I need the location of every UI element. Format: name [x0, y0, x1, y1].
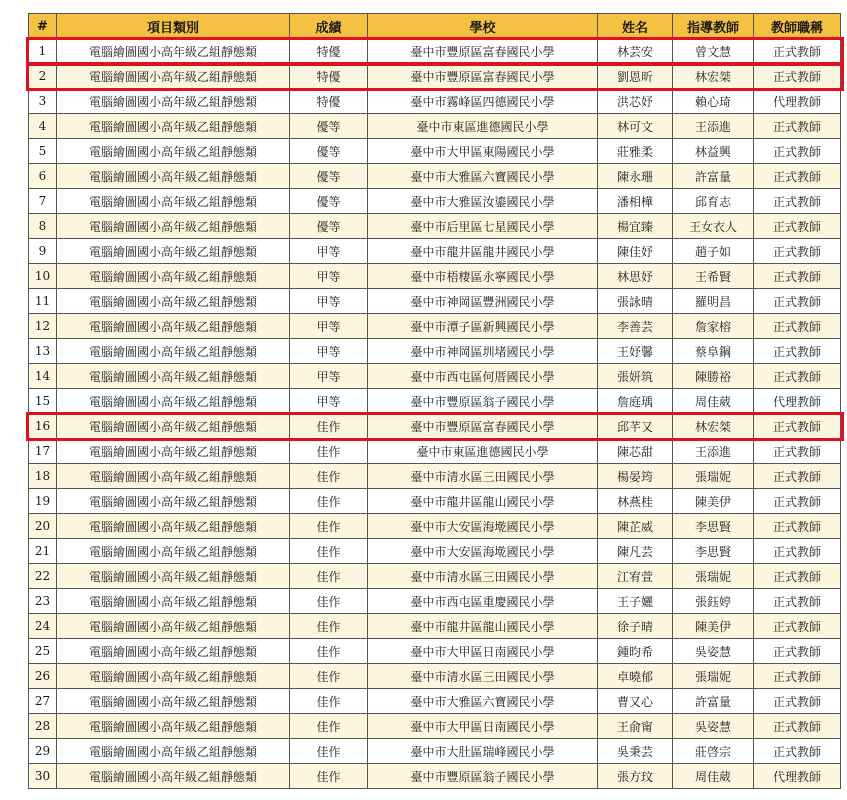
cell-teacher-title: 正式教師 [754, 439, 841, 464]
header-grade: 成績 [290, 14, 368, 39]
cell-grade: 佳作 [290, 489, 368, 514]
cell-index: 20 [29, 514, 57, 539]
cell-school: 臺中市東區進德國民小學 [368, 114, 598, 139]
cell-advisor: 周佳葳 [673, 764, 754, 789]
cell-advisor: 許富量 [673, 164, 754, 189]
cell-index: 4 [29, 114, 57, 139]
cell-category: 電腦繪圖國小高年級乙組靜態類 [57, 189, 290, 214]
cell-grade: 佳作 [290, 664, 368, 689]
cell-grade: 佳作 [290, 764, 368, 789]
cell-advisor: 林宏桀 [673, 64, 754, 89]
table-row [29, 164, 841, 189]
cell-teacher-title: 正式教師 [754, 514, 841, 539]
cell-teacher-title: 正式教師 [754, 639, 841, 664]
cell-school: 臺中市豐原區翁子國民小學 [368, 389, 598, 414]
cell-advisor: 邱育志 [673, 189, 754, 214]
cell-index: 27 [29, 689, 57, 714]
cell-grade: 佳作 [290, 589, 368, 614]
cell-teacher-title: 正式教師 [754, 364, 841, 389]
cell-grade: 佳作 [290, 689, 368, 714]
cell-school: 臺中市豐原區富春國民小學 [368, 414, 598, 439]
cell-advisor: 曾文慧 [673, 39, 754, 64]
table-row [29, 514, 841, 539]
cell-teacher-title: 正式教師 [754, 714, 841, 739]
cell-school: 臺中市潭子區新興國民小學 [368, 314, 598, 339]
cell-advisor: 周佳葳 [673, 389, 754, 414]
cell-school: 臺中市大甲區日南國民小學 [368, 639, 598, 664]
table-row [29, 39, 841, 64]
results-sheet [28, 13, 841, 789]
cell-index: 2 [29, 64, 57, 89]
table-row [29, 139, 841, 164]
cell-index: 26 [29, 664, 57, 689]
cell-category: 電腦繪圖國小高年級乙組靜態類 [57, 464, 290, 489]
cell-grade: 佳作 [290, 739, 368, 764]
cell-school: 臺中市大雅區汝鎏國民小學 [368, 189, 598, 214]
cell-advisor: 蔡阜鋼 [673, 339, 754, 364]
cell-advisor: 張瑞妮 [673, 464, 754, 489]
cell-index: 12 [29, 314, 57, 339]
cell-grade: 佳作 [290, 714, 368, 739]
table-row [29, 639, 841, 664]
cell-grade: 優等 [290, 114, 368, 139]
cell-school: 臺中市龍井區龍井國民小學 [368, 239, 598, 264]
table-row [29, 64, 841, 89]
cell-student-name: 陳永珊 [598, 164, 673, 189]
header-category: 項目類別 [57, 14, 290, 39]
cell-advisor: 李思賢 [673, 514, 754, 539]
cell-student-name: 劉恩昕 [598, 64, 673, 89]
cell-category: 電腦繪圖國小高年級乙組靜態類 [57, 264, 290, 289]
cell-student-name: 楊晏筠 [598, 464, 673, 489]
cell-category: 電腦繪圖國小高年級乙組靜態類 [57, 164, 290, 189]
cell-student-name: 王子孋 [598, 589, 673, 614]
cell-school: 臺中市東區進德國民小學 [368, 439, 598, 464]
cell-category: 電腦繪圖國小高年級乙組靜態類 [57, 289, 290, 314]
table-row [29, 739, 841, 764]
table-row [29, 239, 841, 264]
table-row [29, 264, 841, 289]
cell-index: 14 [29, 364, 57, 389]
table-row [29, 664, 841, 689]
cell-student-name: 卓曉郁 [598, 664, 673, 689]
table-row [29, 489, 841, 514]
cell-student-name: 吳秉芸 [598, 739, 673, 764]
cell-teacher-title: 正式教師 [754, 539, 841, 564]
cell-school: 臺中市西屯區重慶國民小學 [368, 589, 598, 614]
cell-advisor: 張瑞妮 [673, 664, 754, 689]
cell-advisor: 張鈺婷 [673, 589, 754, 614]
cell-school: 臺中市清水區三田國民小學 [368, 564, 598, 589]
cell-student-name: 陳佳妤 [598, 239, 673, 264]
cell-student-name: 陳芷威 [598, 514, 673, 539]
cell-school: 臺中市大甲區東陽國民小學 [368, 139, 598, 164]
cell-category: 電腦繪圖國小高年級乙組靜態類 [57, 114, 290, 139]
cell-teacher-title: 代理教師 [754, 89, 841, 114]
cell-index: 7 [29, 189, 57, 214]
cell-grade: 佳作 [290, 514, 368, 539]
cell-school: 臺中市龍井區龍山國民小學 [368, 614, 598, 639]
cell-advisor: 張瑞妮 [673, 564, 754, 589]
table-row [29, 364, 841, 389]
cell-category: 電腦繪圖國小高年級乙組靜態類 [57, 514, 290, 539]
cell-grade: 佳作 [290, 464, 368, 489]
cell-category: 電腦繪圖國小高年級乙組靜態類 [57, 489, 290, 514]
cell-category: 電腦繪圖國小高年級乙組靜態類 [57, 314, 290, 339]
cell-student-name: 林芸安 [598, 39, 673, 64]
cell-category: 電腦繪圖國小高年級乙組靜態類 [57, 139, 290, 164]
cell-index: 18 [29, 464, 57, 489]
cell-advisor: 羅明昌 [673, 289, 754, 314]
cell-teacher-title: 正式教師 [754, 114, 841, 139]
cell-grade: 優等 [290, 139, 368, 164]
cell-grade: 特優 [290, 39, 368, 64]
cell-school: 臺中市清水區三田國民小學 [368, 664, 598, 689]
cell-advisor: 莊啓宗 [673, 739, 754, 764]
header-student-name: 姓名 [598, 14, 673, 39]
cell-category: 電腦繪圖國小高年級乙組靜態類 [57, 714, 290, 739]
cell-index: 30 [29, 764, 57, 789]
cell-grade: 甲等 [290, 389, 368, 414]
cell-grade: 甲等 [290, 239, 368, 264]
cell-teacher-title: 正式教師 [754, 664, 841, 689]
cell-school: 臺中市霧峰區四德國民小學 [368, 89, 598, 114]
cell-school: 臺中市大安區海墘國民小學 [368, 514, 598, 539]
cell-teacher-title: 正式教師 [754, 689, 841, 714]
cell-advisor: 詹家榕 [673, 314, 754, 339]
cell-index: 9 [29, 239, 57, 264]
cell-student-name: 江宥萱 [598, 564, 673, 589]
cell-teacher-title: 正式教師 [754, 214, 841, 239]
cell-school: 臺中市梧棲區永寧國民小學 [368, 264, 598, 289]
cell-teacher-title: 正式教師 [754, 564, 841, 589]
cell-teacher-title: 代理教師 [754, 764, 841, 789]
table-row [29, 339, 841, 364]
cell-student-name: 徐子晴 [598, 614, 673, 639]
cell-index: 15 [29, 389, 57, 414]
header-advisor: 指導教師 [673, 14, 754, 39]
cell-student-name: 王俞甯 [598, 714, 673, 739]
cell-school: 臺中市大雅區六寶國民小學 [368, 164, 598, 189]
cell-index: 19 [29, 489, 57, 514]
cell-grade: 佳作 [290, 639, 368, 664]
cell-index: 16 [29, 414, 57, 439]
cell-teacher-title: 正式教師 [754, 264, 841, 289]
cell-advisor: 林益興 [673, 139, 754, 164]
cell-advisor: 陳美伊 [673, 489, 754, 514]
cell-teacher-title: 正式教師 [754, 414, 841, 439]
cell-index: 3 [29, 89, 57, 114]
cell-student-name: 洪芯妤 [598, 89, 673, 114]
cell-grade: 甲等 [290, 339, 368, 364]
cell-student-name: 楊宜臻 [598, 214, 673, 239]
cell-school: 臺中市豐原區翁子國民小學 [368, 764, 598, 789]
cell-school: 臺中市西屯區何厝國民小學 [368, 364, 598, 389]
table-row [29, 764, 841, 789]
table-row [29, 214, 841, 239]
cell-advisor: 王希賢 [673, 264, 754, 289]
cell-grade: 優等 [290, 214, 368, 239]
cell-advisor: 吳姿慧 [673, 714, 754, 739]
cell-teacher-title: 正式教師 [754, 339, 841, 364]
cell-advisor: 許富量 [673, 689, 754, 714]
cell-school: 臺中市后里區七星國民小學 [368, 214, 598, 239]
cell-grade: 佳作 [290, 614, 368, 639]
cell-teacher-title: 正式教師 [754, 289, 841, 314]
cell-grade: 甲等 [290, 289, 368, 314]
cell-index: 5 [29, 139, 57, 164]
cell-category: 電腦繪圖國小高年級乙組靜態類 [57, 214, 290, 239]
cell-school: 臺中市神岡區圳堵國民小學 [368, 339, 598, 364]
table-row [29, 289, 841, 314]
cell-teacher-title: 正式教師 [754, 189, 841, 214]
table-header [29, 14, 841, 39]
table-row [29, 589, 841, 614]
table-row [29, 314, 841, 339]
cell-teacher-title: 正式教師 [754, 464, 841, 489]
cell-index: 29 [29, 739, 57, 764]
table-row [29, 114, 841, 139]
cell-index: 6 [29, 164, 57, 189]
cell-index: 24 [29, 614, 57, 639]
cell-student-name: 張方玟 [598, 764, 673, 789]
table-row [29, 464, 841, 489]
cell-category: 電腦繪圖國小高年級乙組靜態類 [57, 64, 290, 89]
cell-category: 電腦繪圖國小高年級乙組靜態類 [57, 589, 290, 614]
cell-student-name: 李善芸 [598, 314, 673, 339]
table-row [29, 89, 841, 114]
cell-teacher-title: 正式教師 [754, 139, 841, 164]
cell-index: 25 [29, 639, 57, 664]
cell-advisor: 陳美伊 [673, 614, 754, 639]
cell-advisor: 王添進 [673, 439, 754, 464]
table-row [29, 564, 841, 589]
cell-student-name: 曹又心 [598, 689, 673, 714]
cell-student-name: 王妤馨 [598, 339, 673, 364]
cell-advisor: 王添進 [673, 114, 754, 139]
cell-teacher-title: 正式教師 [754, 314, 841, 339]
table-row [29, 689, 841, 714]
cell-teacher-title: 正式教師 [754, 739, 841, 764]
cell-category: 電腦繪圖國小高年級乙組靜態類 [57, 539, 290, 564]
table-row [29, 189, 841, 214]
cell-category: 電腦繪圖國小高年級乙組靜態類 [57, 639, 290, 664]
cell-category: 電腦繪圖國小高年級乙組靜態類 [57, 739, 290, 764]
cell-student-name: 莊雅柔 [598, 139, 673, 164]
cell-school: 臺中市大肚區瑞峰國民小學 [368, 739, 598, 764]
cell-category: 電腦繪圖國小高年級乙組靜態類 [57, 764, 290, 789]
cell-teacher-title: 正式教師 [754, 164, 841, 189]
cell-grade: 優等 [290, 164, 368, 189]
cell-student-name: 林思妤 [598, 264, 673, 289]
cell-school: 臺中市豐原區富春國民小學 [368, 39, 598, 64]
cell-teacher-title: 正式教師 [754, 39, 841, 64]
cell-index: 13 [29, 339, 57, 364]
cell-category: 電腦繪圖國小高年級乙組靜態類 [57, 664, 290, 689]
header-index: # [29, 14, 57, 39]
cell-advisor: 陳勝裕 [673, 364, 754, 389]
cell-teacher-title: 正式教師 [754, 614, 841, 639]
cell-category: 電腦繪圖國小高年級乙組靜態類 [57, 414, 290, 439]
cell-grade: 佳作 [290, 539, 368, 564]
cell-student-name: 張妍筑 [598, 364, 673, 389]
cell-advisor: 王女衣人 [673, 214, 754, 239]
cell-index: 22 [29, 564, 57, 589]
cell-category: 電腦繪圖國小高年級乙組靜態類 [57, 364, 290, 389]
cell-grade: 佳作 [290, 414, 368, 439]
cell-index: 21 [29, 539, 57, 564]
cell-index: 11 [29, 289, 57, 314]
cell-student-name: 林燕桂 [598, 489, 673, 514]
table-row [29, 614, 841, 639]
cell-teacher-title: 正式教師 [754, 64, 841, 89]
table-row [29, 414, 841, 439]
cell-advisor: 賴心琦 [673, 89, 754, 114]
cell-grade: 特優 [290, 89, 368, 114]
cell-advisor: 吳姿慧 [673, 639, 754, 664]
cell-teacher-title: 正式教師 [754, 489, 841, 514]
cell-grade: 甲等 [290, 264, 368, 289]
cell-student-name: 鍾昀希 [598, 639, 673, 664]
cell-advisor: 趙子如 [673, 239, 754, 264]
header-school: 學校 [368, 14, 598, 39]
cell-student-name: 陳芯甜 [598, 439, 673, 464]
header-teacher-title: 教師職稱 [754, 14, 841, 39]
cell-category: 電腦繪圖國小高年級乙組靜態類 [57, 439, 290, 464]
cell-student-name: 詹庭瑀 [598, 389, 673, 414]
cell-category: 電腦繪圖國小高年級乙組靜態類 [57, 89, 290, 114]
cell-category: 電腦繪圖國小高年級乙組靜態類 [57, 689, 290, 714]
cell-school: 臺中市大安區海墘國民小學 [368, 539, 598, 564]
cell-index: 1 [29, 39, 57, 64]
cell-student-name: 林可文 [598, 114, 673, 139]
table-row [29, 539, 841, 564]
cell-school: 臺中市大雅區六寶國民小學 [368, 689, 598, 714]
cell-student-name: 陳凡芸 [598, 539, 673, 564]
cell-school: 臺中市大甲區日南國民小學 [368, 714, 598, 739]
cell-index: 8 [29, 214, 57, 239]
awards-table [28, 13, 841, 789]
cell-index: 28 [29, 714, 57, 739]
cell-grade: 特優 [290, 64, 368, 89]
table-body [29, 39, 841, 789]
cell-teacher-title: 代理教師 [754, 389, 841, 414]
cell-index: 10 [29, 264, 57, 289]
cell-school: 臺中市神岡區豐洲國民小學 [368, 289, 598, 314]
cell-school: 臺中市清水區三田國民小學 [368, 464, 598, 489]
cell-category: 電腦繪圖國小高年級乙組靜態類 [57, 564, 290, 589]
cell-grade: 佳作 [290, 564, 368, 589]
cell-grade: 優等 [290, 189, 368, 214]
cell-category: 電腦繪圖國小高年級乙組靜態類 [57, 239, 290, 264]
cell-category: 電腦繪圖國小高年級乙組靜態類 [57, 389, 290, 414]
table-row [29, 714, 841, 739]
cell-index: 23 [29, 589, 57, 614]
cell-grade: 甲等 [290, 364, 368, 389]
cell-advisor: 林宏桀 [673, 414, 754, 439]
cell-category: 電腦繪圖國小高年級乙組靜態類 [57, 614, 290, 639]
cell-teacher-title: 正式教師 [754, 589, 841, 614]
cell-teacher-title: 正式教師 [754, 239, 841, 264]
cell-student-name: 潘相樺 [598, 189, 673, 214]
cell-advisor: 李思賢 [673, 539, 754, 564]
table-row [29, 389, 841, 414]
cell-category: 電腦繪圖國小高年級乙組靜態類 [57, 339, 290, 364]
cell-school: 臺中市豐原區富春國民小學 [368, 64, 598, 89]
cell-school: 臺中市龍井區龍山國民小學 [368, 489, 598, 514]
cell-student-name: 張詠晴 [598, 289, 673, 314]
cell-grade: 甲等 [290, 314, 368, 339]
cell-category: 電腦繪圖國小高年級乙組靜態類 [57, 39, 290, 64]
cell-index: 17 [29, 439, 57, 464]
cell-student-name: 邱芊又 [598, 414, 673, 439]
cell-grade: 佳作 [290, 439, 368, 464]
table-row [29, 439, 841, 464]
